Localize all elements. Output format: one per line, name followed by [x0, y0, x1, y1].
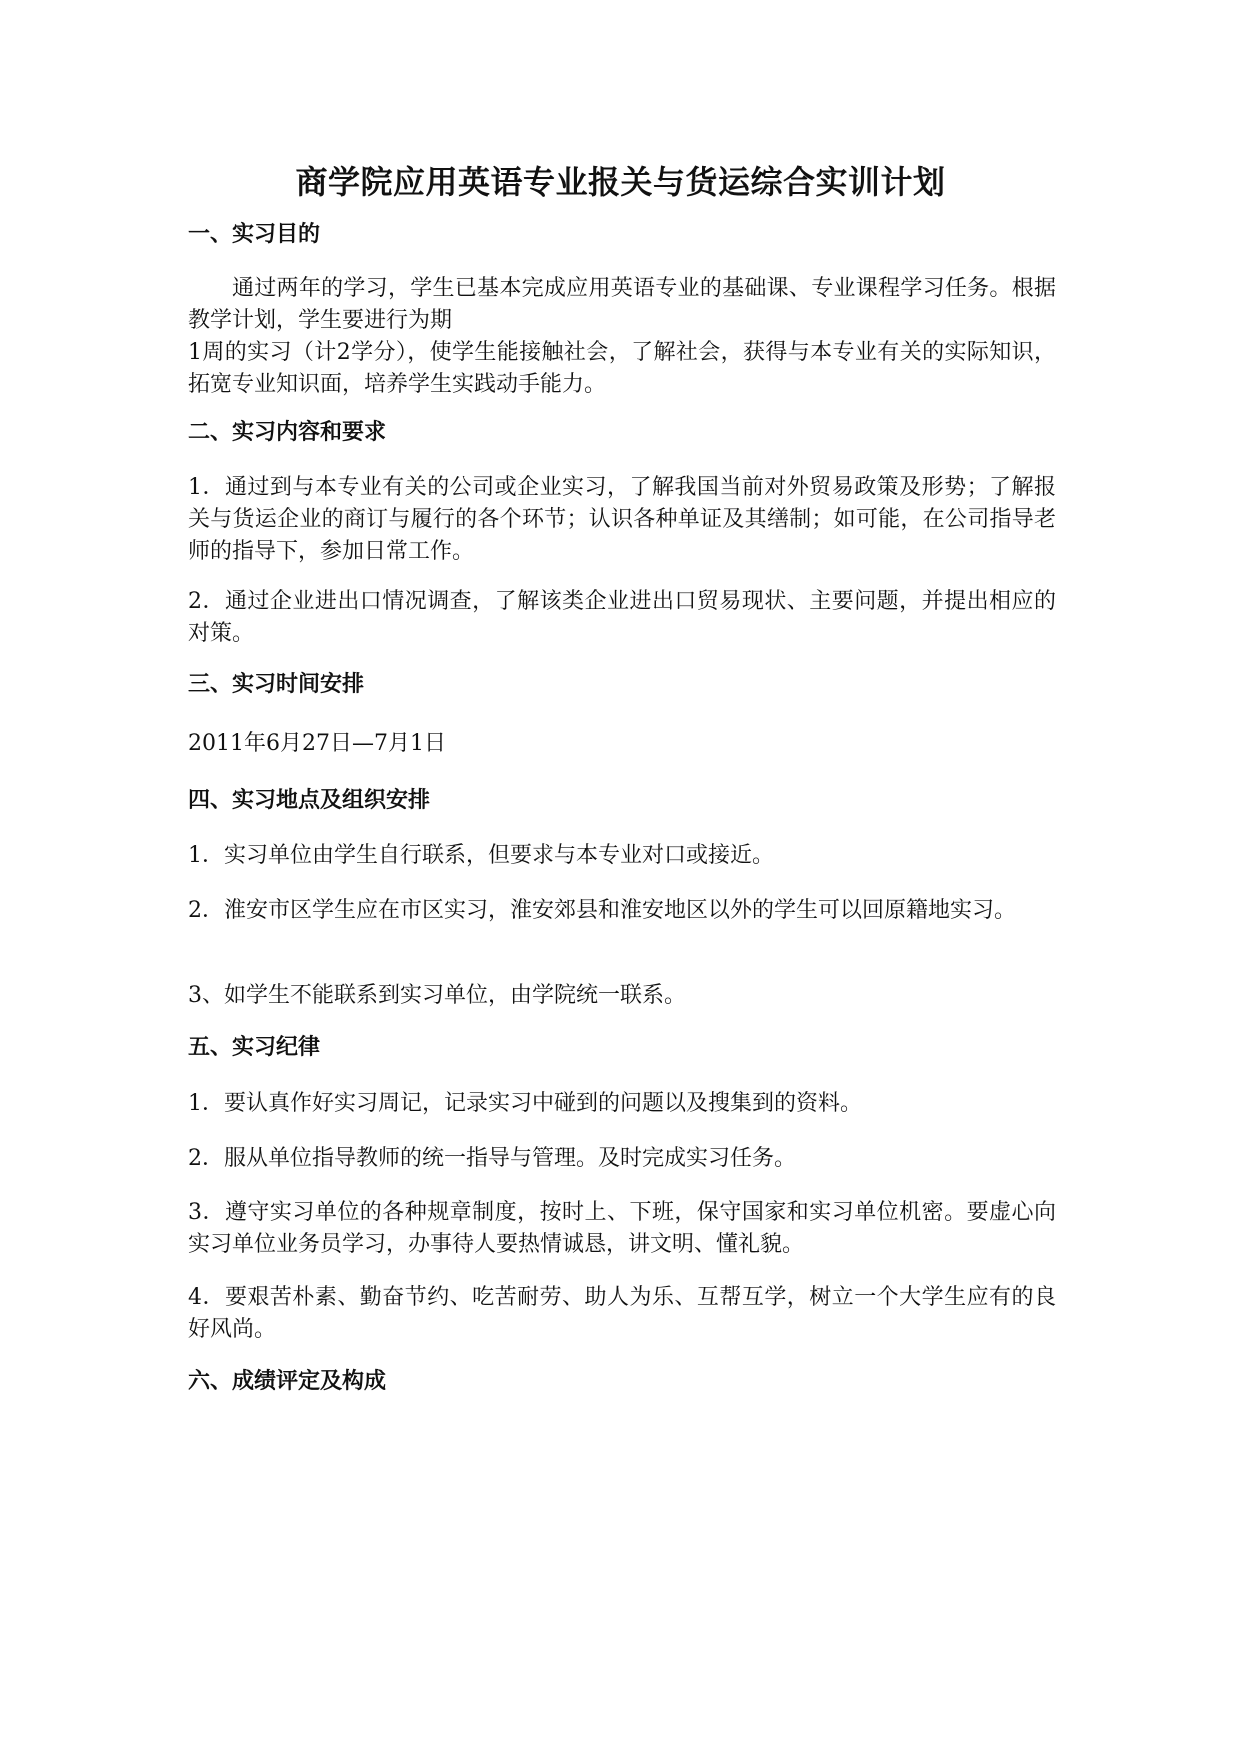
section-heading-purpose: 一、实习目的 — [188, 222, 321, 247]
paragraph: 1．通过到与本专业有关的公司或企业实习，了解我国当前对外贸易政策及形势；了解报关与货运企业的商订与履行的各个环节；认识各种单证及其缮制；如可能，在公司指导老师的指导下，参加日常工作。 — [188, 475, 1056, 564]
paragraph: 1．实习单位由学生自行联系，但要求与本专业对口或接近。 — [188, 843, 774, 868]
document-title: 商学院应用英语专业报关与货运综合实训计划 — [295, 163, 946, 201]
paragraph: 2．淮安市区学生应在市区实习，淮安郊县和淮安地区以外的学生可以回原籍地实习。 — [188, 898, 1016, 923]
paragraph-date-range: 2011年6月27日—7月1日 — [188, 731, 446, 756]
section-heading-discipline: 五、实习纪律 — [188, 1035, 321, 1060]
paragraph: 通过两年的学习，学生已基本完成应用英语专业的基础课、专业课程学习任务。根据教学计划，学生要进行为期 — [188, 276, 1056, 333]
paragraph: 1周的实习（计2学分），使学生能接触社会，了解社会，获得与本专业有关的实际知识，拓宽专业知识面，培养学生实践动手能力。 — [188, 340, 1056, 397]
section-heading-grading: 六、成绩评定及构成 — [188, 1369, 387, 1394]
section-heading-schedule: 三、实习时间安排 — [188, 672, 365, 697]
paragraph: 1．要认真作好实习周记，记录实习中碰到的问题以及搜集到的资料。 — [188, 1091, 862, 1116]
section-heading-location: 四、实习地点及组织安排 — [188, 788, 431, 813]
paragraph: 3．遵守实习单位的各种规章制度，按时上、下班，保守国家和实习单位机密。要虚心向实习单位业务员学习，办事待人要热情诚恳，讲文明、懂礼貌。 — [188, 1200, 1056, 1257]
paragraph: 4．要艰苦朴素、勤奋节约、吃苦耐劳、助人为乐、互帮互学，树立一个大学生应有的良好风尚。 — [188, 1285, 1056, 1342]
paragraph: 3、如学生不能联系到实习单位，由学院统一联系。 — [188, 983, 686, 1008]
paragraph: 2．服从单位指导教师的统一指导与管理。及时完成实习任务。 — [188, 1146, 796, 1171]
paragraph: 2．通过企业进出口情况调查，了解该类企业进出口贸易现状、主要问题，并提出相应的对策。 — [188, 589, 1056, 646]
section-heading-content: 二、实习内容和要求 — [188, 420, 387, 445]
